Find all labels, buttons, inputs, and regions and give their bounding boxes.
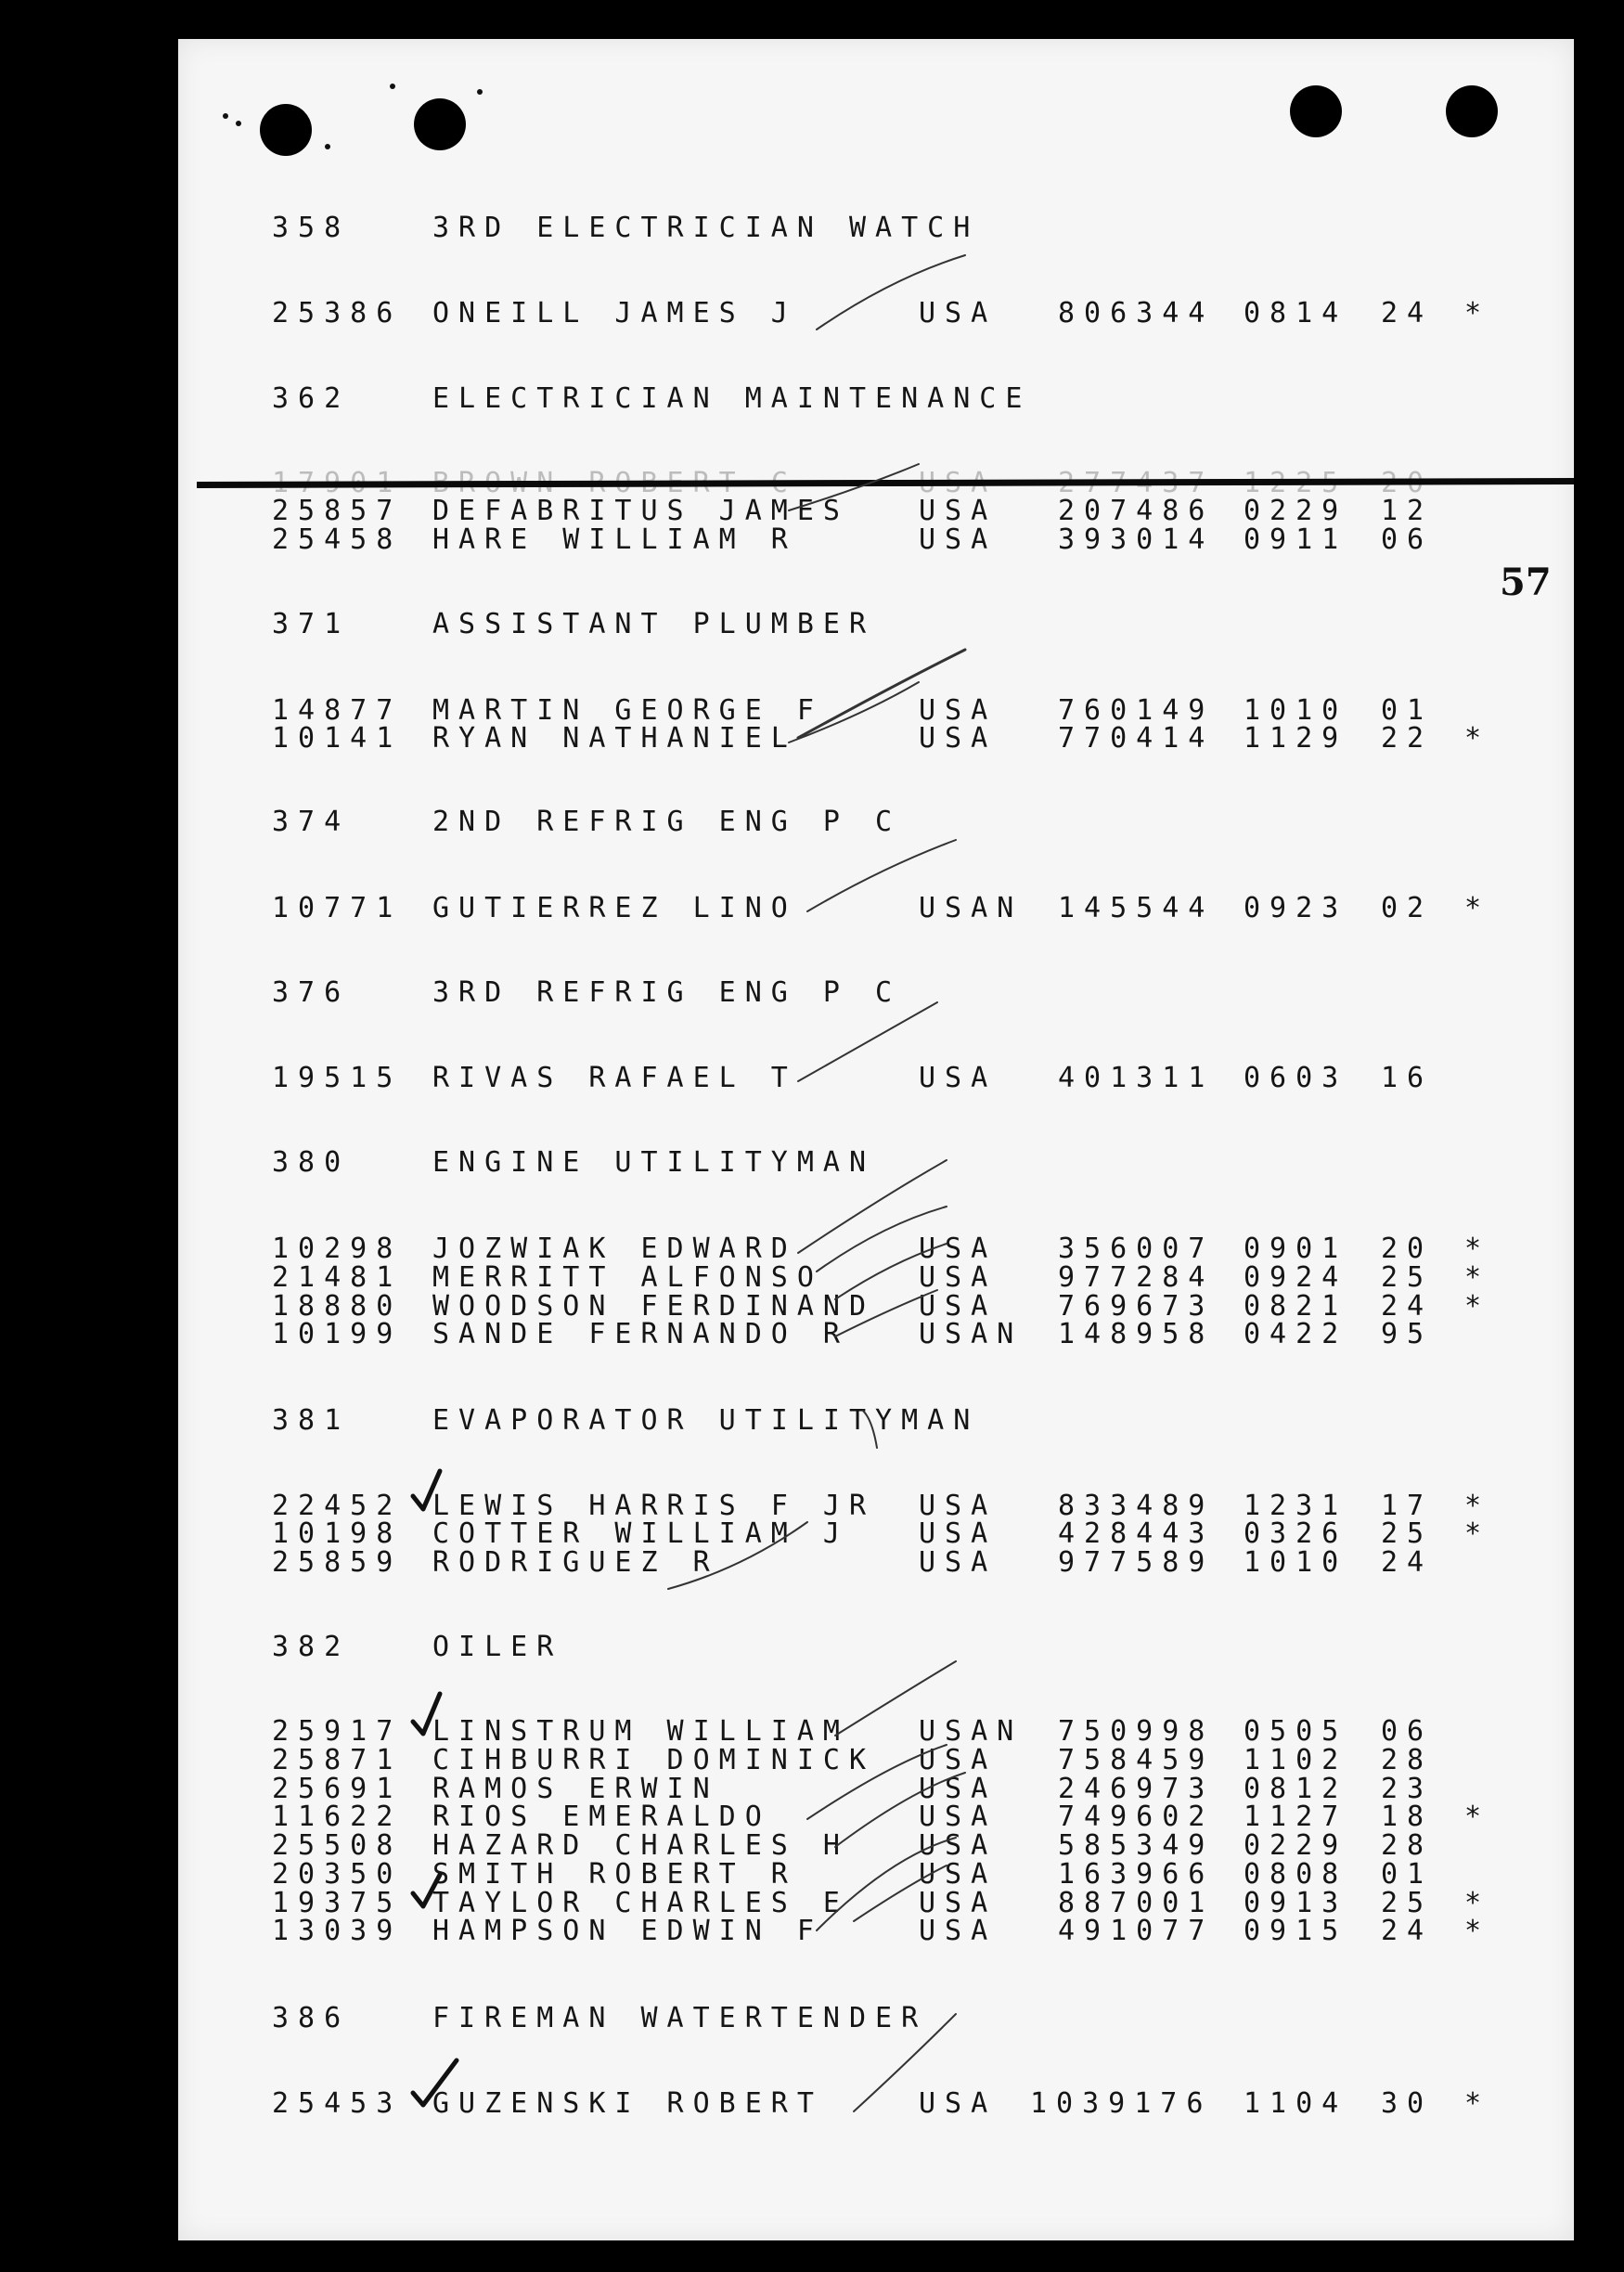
- crew-id: 25859: [272, 1546, 403, 1579]
- crew-years: 22: [1381, 722, 1434, 755]
- crew-star: *: [1464, 2087, 1491, 2120]
- crew-name: LEWIS HARRIS F JR: [432, 1490, 876, 1522]
- crew-years: 06: [1381, 1715, 1434, 1748]
- crew-years: 28: [1381, 1829, 1434, 1862]
- section-title: 2ND REFRIG ENG P C: [432, 806, 902, 838]
- crew-years: 24: [1381, 1290, 1434, 1323]
- crew-years: 20: [1381, 1233, 1434, 1265]
- crew-years: 01: [1381, 1858, 1434, 1891]
- crew-name: MERRITT ALFONSO: [432, 1261, 823, 1294]
- ink-speck: [477, 89, 483, 95]
- crew-citizenship: USA: [919, 1546, 998, 1579]
- crew-years: 23: [1381, 1773, 1434, 1805]
- crew-date: 0924: [1244, 1261, 1348, 1294]
- crew-years: 16: [1381, 1062, 1434, 1094]
- crew-years: 25: [1381, 1517, 1434, 1550]
- crew-years: 01: [1381, 694, 1434, 727]
- crew-citizenship: USA: [919, 1887, 998, 1919]
- crew-star: *: [1464, 1233, 1491, 1265]
- ink-speck: [390, 84, 395, 89]
- crew-number: 585349: [1058, 1829, 1215, 1862]
- crew-citizenship: USA: [919, 1517, 998, 1550]
- crew-star: *: [1464, 297, 1491, 329]
- crew-date: 1104: [1244, 2087, 1348, 2120]
- section-code: 386: [272, 2002, 351, 2034]
- crew-citizenship: USA: [919, 694, 998, 727]
- crew-citizenship: USA: [919, 1261, 998, 1294]
- crew-date: 0326: [1244, 1517, 1348, 1550]
- crew-id: 21481: [272, 1261, 403, 1294]
- crew-star: *: [1464, 1517, 1491, 1550]
- crew-number: 887001: [1058, 1887, 1215, 1919]
- section-code: 376: [272, 976, 351, 1009]
- crew-star: *: [1464, 1490, 1491, 1522]
- crew-star: *: [1464, 1290, 1491, 1323]
- crew-id: 25691: [272, 1773, 403, 1805]
- punch-hole: [1446, 85, 1498, 137]
- crew-name: LINSTRUM WILLIAM: [432, 1715, 849, 1748]
- crew-number: 977284: [1058, 1261, 1215, 1294]
- crew-number: 163966: [1058, 1858, 1215, 1891]
- crew-name: WOODSON FERDINAND: [432, 1290, 876, 1323]
- crew-id: 25458: [272, 523, 403, 556]
- crew-years: 30: [1381, 2087, 1434, 2120]
- crew-id: 25453: [272, 2087, 403, 2120]
- crew-number: 145544: [1058, 892, 1215, 924]
- crew-star: *: [1464, 1261, 1491, 1294]
- crew-id: 10198: [272, 1517, 403, 1550]
- crew-id: 10141: [272, 722, 403, 755]
- crew-years: 24: [1381, 297, 1434, 329]
- crew-name: JOZWIAK EDWARD: [432, 1233, 797, 1265]
- crew-date: 1010: [1244, 694, 1348, 727]
- crew-name: SMITH ROBERT R: [432, 1858, 797, 1891]
- crew-citizenship: USA: [919, 1744, 998, 1776]
- crew-id: 20350: [272, 1858, 403, 1891]
- section-title: EVAPORATOR UTILITYMAN: [432, 1404, 980, 1437]
- crew-name: DEFABRITUS JAMES: [432, 495, 849, 527]
- crew-citizenship: USA: [919, 495, 998, 527]
- crew-citizenship: USA: [919, 2087, 998, 2120]
- crew-id: 13039: [272, 1915, 403, 1947]
- crew-number: 758459: [1058, 1744, 1215, 1776]
- section-code: 362: [272, 382, 351, 415]
- crew-date: 0229: [1244, 1829, 1348, 1862]
- crew-id: 10298: [272, 1233, 403, 1265]
- crew-date: 0901: [1244, 1233, 1348, 1265]
- crew-name: RYAN NATHANIEL: [432, 722, 797, 755]
- punch-hole: [260, 104, 312, 156]
- section-code: 380: [272, 1146, 351, 1179]
- ink-speck: [236, 121, 241, 126]
- crew-years: 06: [1381, 523, 1434, 556]
- section-title: ELECTRICIAN MAINTENANCE: [432, 382, 1032, 415]
- crew-date: 0505: [1244, 1715, 1348, 1748]
- crew-citizenship: USAN: [919, 1715, 1024, 1748]
- section-title: FIREMAN WATERTENDER: [432, 2002, 928, 2034]
- crew-id: 25857: [272, 495, 403, 527]
- section-title: ASSISTANT PLUMBER: [432, 608, 876, 640]
- crew-number: 806344: [1058, 297, 1215, 329]
- crew-name: RAMOS ERWIN: [432, 1773, 719, 1805]
- crew-number: 760149: [1058, 694, 1215, 727]
- crew-id: 25871: [272, 1744, 403, 1776]
- crew-citizenship: USA: [919, 1829, 998, 1862]
- crew-name: COTTER WILLIAM J: [432, 1517, 849, 1550]
- crew-date: 1010: [1244, 1546, 1348, 1579]
- crew-years: 17: [1381, 1490, 1434, 1522]
- crew-date: 0603: [1244, 1062, 1348, 1094]
- crew-citizenship: USA: [919, 1858, 998, 1891]
- crew-name: CIHBURRI DOMINICK: [432, 1744, 876, 1776]
- section-title: 3RD REFRIG ENG P C: [432, 976, 902, 1009]
- crew-id: 25508: [272, 1829, 403, 1862]
- crew-id: 19375: [272, 1887, 403, 1919]
- crew-date: 0913: [1244, 1887, 1348, 1919]
- crew-name: MARTIN GEORGE F: [432, 694, 823, 727]
- crew-number: 769673: [1058, 1290, 1215, 1323]
- crew-citizenship: USA: [919, 1773, 998, 1805]
- crew-name: RIOS EMERALDO: [432, 1801, 771, 1833]
- crew-star: *: [1464, 1801, 1491, 1833]
- crew-years: 95: [1381, 1318, 1434, 1350]
- crew-number: 428443: [1058, 1517, 1215, 1550]
- crew-citizenship: USA: [919, 1233, 998, 1265]
- ink-speck: [223, 113, 228, 119]
- crew-citizenship: USA: [919, 1801, 998, 1833]
- crew-star: *: [1464, 722, 1491, 755]
- crew-date: 0923: [1244, 892, 1348, 924]
- crew-date: 0808: [1244, 1858, 1348, 1891]
- crew-citizenship: USA: [919, 1915, 998, 1947]
- crew-number: 977589: [1058, 1546, 1215, 1579]
- crew-name: ONEILL JAMES J: [432, 297, 797, 329]
- crew-date: 0915: [1244, 1915, 1348, 1947]
- ink-speck: [325, 144, 330, 149]
- crew-citizenship: USA: [919, 297, 998, 329]
- crew-years: 25: [1381, 1261, 1434, 1294]
- section-code: 381: [272, 1404, 351, 1437]
- crew-name: HAZARD CHARLES H: [432, 1829, 849, 1862]
- crew-number: 750998: [1058, 1715, 1215, 1748]
- crew-date: 0821: [1244, 1290, 1348, 1323]
- crew-name: TAYLOR CHARLES E: [432, 1887, 849, 1919]
- punch-hole: [414, 98, 466, 150]
- section-code: 371: [272, 608, 351, 640]
- section-title: OILER: [432, 1631, 563, 1663]
- crew-citizenship: USA: [919, 722, 998, 755]
- crew-name: GUZENSKI ROBERT: [432, 2087, 823, 2120]
- crew-citizenship: USA: [919, 1290, 998, 1323]
- crew-number: 401311: [1058, 1062, 1215, 1094]
- crew-number: 207486: [1058, 495, 1215, 527]
- crew-citizenship: USAN: [919, 1318, 1024, 1350]
- crew-id: 10199: [272, 1318, 403, 1350]
- crew-citizenship: USA: [919, 1490, 998, 1522]
- crew-number: 356007: [1058, 1233, 1215, 1265]
- crew-date: 0422: [1244, 1318, 1348, 1350]
- crew-date: 1102: [1244, 1744, 1348, 1776]
- crew-star: *: [1464, 1915, 1491, 1947]
- punch-hole: [1290, 85, 1342, 137]
- crew-id: 25917: [272, 1715, 403, 1748]
- section-code: 382: [272, 1631, 351, 1663]
- crew-id: 18880: [272, 1290, 403, 1323]
- crew-date: 1231: [1244, 1490, 1348, 1522]
- page-number: 57: [1500, 561, 1552, 604]
- crew-id: 10771: [272, 892, 403, 924]
- crew-years: 18: [1381, 1801, 1434, 1833]
- crew-number: 393014: [1058, 523, 1215, 556]
- crew-number: 148958: [1058, 1318, 1215, 1350]
- crew-date: 0911: [1244, 523, 1348, 556]
- crew-number: 491077: [1058, 1915, 1215, 1947]
- crew-id: 11622: [272, 1801, 403, 1833]
- crew-star: *: [1464, 1887, 1491, 1919]
- crew-number: 770414: [1058, 722, 1215, 755]
- crew-date: 0812: [1244, 1773, 1348, 1805]
- crew-name: RODRIGUEZ R: [432, 1546, 719, 1579]
- crew-citizenship: USA: [919, 523, 998, 556]
- crew-years: 25: [1381, 1887, 1434, 1919]
- crew-date: 1127: [1244, 1801, 1348, 1833]
- crew-name: HARE WILLIAM R: [432, 523, 797, 556]
- crew-citizenship: USAN: [919, 892, 1024, 924]
- crew-date: 1129: [1244, 722, 1348, 755]
- crew-id: 25386: [272, 297, 403, 329]
- crew-years: 28: [1381, 1744, 1434, 1776]
- crew-date: 0814: [1244, 297, 1348, 329]
- crew-name: RIVAS RAFAEL T: [432, 1062, 797, 1094]
- section-title: 3RD ELECTRICIAN WATCH: [432, 212, 980, 244]
- crew-years: 02: [1381, 892, 1434, 924]
- crew-citizenship: USA: [919, 1062, 998, 1094]
- crew-id: 22452: [272, 1490, 403, 1522]
- crew-number: 833489: [1058, 1490, 1215, 1522]
- crew-number: 1039176: [1030, 2087, 1213, 2120]
- crew-years: 24: [1381, 1546, 1434, 1579]
- crew-star: *: [1464, 892, 1491, 924]
- crew-number: 749602: [1058, 1801, 1215, 1833]
- crew-years: 12: [1381, 495, 1434, 527]
- crew-date: 0229: [1244, 495, 1348, 527]
- crew-name: GUTIERREZ LINO: [432, 892, 797, 924]
- crew-id: 19515: [272, 1062, 403, 1094]
- crew-name: HAMPSON EDWIN F: [432, 1915, 823, 1947]
- crew-years: 24: [1381, 1915, 1434, 1947]
- section-code: 358: [272, 212, 351, 244]
- crew-number: 246973: [1058, 1773, 1215, 1805]
- crew-name: SANDE FERNANDO R: [432, 1318, 849, 1350]
- section-title: ENGINE UTILITYMAN: [432, 1146, 876, 1179]
- section-code: 374: [272, 806, 351, 838]
- crew-id: 14877: [272, 694, 403, 727]
